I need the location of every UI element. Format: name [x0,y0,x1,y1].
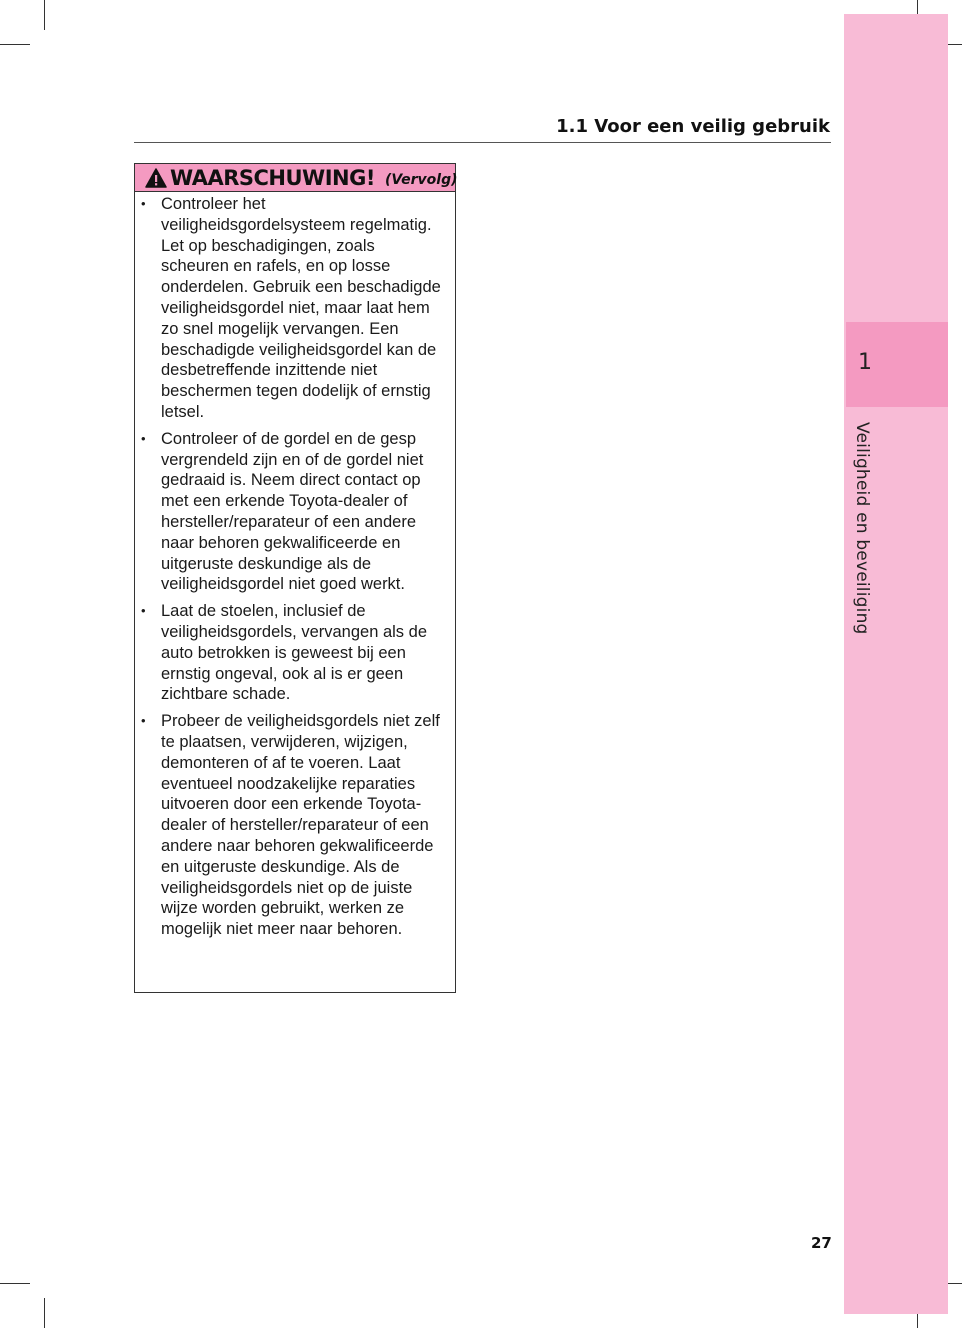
chapter-number: 1 [858,350,872,375]
header-divider [134,142,831,143]
warning-subtitle: (Vervolg) [384,171,458,188]
crop-mark [0,1283,30,1284]
warning-header [135,164,458,192]
list-item-text: Laat de stoelen, inclusief de veiligheidsgordels, vervangen als de auto betrokken is geweest bij een ernstig ongeval, ook al is er geen zichtbare schade. [161,602,427,704]
chapter-side-tab [844,14,948,1314]
bullet: • [141,430,146,446]
warning-box [134,163,456,993]
bullet: • [141,196,146,211]
list-item [141,429,443,595]
bullet: • [141,603,146,619]
warning-list [135,192,455,940]
crop-mark [0,44,30,45]
warning-title: WAARSCHUWING! [170,165,375,190]
list-item-text: Controleer het veiligheidsgordelsysteem regelmatig. Let op beschadigingen, zoals scheuren en rafels, en op losse onderdelen. Gebruik een beschadigde veiligheidsgordel niet, maar laat hem zo snel mogelijk vervangen. Een beschadigde veiligheidsgordel kan de desbetreffende inzittende niet beschermen tegen dodelijk of ernstig letsel. [161,195,441,421]
list-item [141,711,443,940]
list-item [141,194,443,423]
crop-mark [44,1298,45,1328]
list-item-text: Probeer de veiligheidsgordels niet zelf te plaatsen, verwijderen, wijzigen, demonteren of af te voeren. Laat eventueel noodzakelijke reparaties uitvoeren door een erkende Toyota-dealer of hersteller/reparateur of een andere naar behoren gekwalificeerde en uitgeruste deskundige. Als de veiligheidsgordels niet op de juiste wijze worden gebruikt, werken ze mogelijk niet meer naar behoren. [161,712,440,939]
page-number: 27 [811,1234,832,1252]
crop-mark [44,0,45,30]
bullet: • [141,713,146,729]
chapter-title: Veiligheid en beveiliging [852,422,872,635]
section-title: 1.1 Voor een veilig gebruik [556,116,830,137]
warning-triangle-icon [145,168,167,188]
list-item [141,601,443,705]
list-item-text: Controleer of de gordel en de gesp vergrendeld zijn en of de gordel niet gedraaid is. Neem direct contact op met een erkende Toyota-dealer of hersteller/reparateur of een andere naar behoren gekwalificeerde en uitgeruste deskundige als de veiligheidsgordel niet goed werkt. [161,429,424,594]
